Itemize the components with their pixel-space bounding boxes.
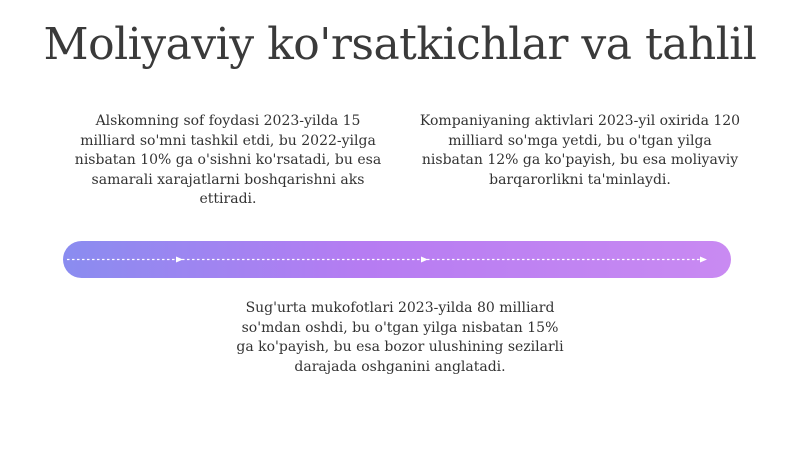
timeline-bar [63, 241, 731, 278]
info-block-assets: Kompaniyaning aktivlari 2023-yil oxirida 120 milliard so'mga yetdi, bu o'tgan yilga nisbatan 12% ga ko'payish, bu esa moliyaviy barqarorlikni ta'minlaydi. [419, 113, 741, 188]
timeline-svg [63, 241, 731, 278]
info-block-net-profit: Alskomning sof foydasi 2023-yilda 15 milliard so'mni tashkil etdi, bu 2022-yilga nisbatan 10% ga o'sishni ko'rsatadi, bu esa samarali xarajatlarni boshqarishni aks ettiradi. [74, 113, 382, 207]
info-block-premiums: Sug'urta mukofotlari 2023-yilda 80 milliard so'mdan oshdi, bu o'tgan yilga nisbatan 15% ga ko'payish, bu esa bozor ulushining sezilarli darajada oshganini anglatadi. [236, 300, 564, 375]
page-title: Moliyaviy ko'rsatkichlar va tahlil [43, 19, 757, 70]
